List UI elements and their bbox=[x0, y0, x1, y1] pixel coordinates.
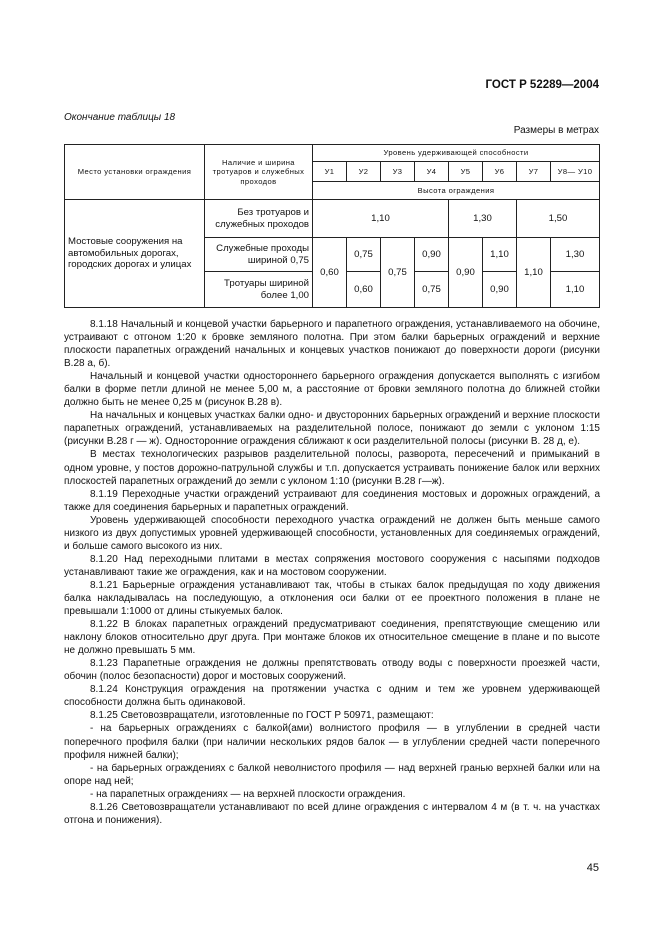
row-label: Без тротуаров и служебных проходов bbox=[205, 200, 313, 238]
value-cell: 0,60 bbox=[347, 272, 381, 308]
header-level: Уровень удерживающей способности bbox=[313, 145, 600, 162]
header-sidewalk: Наличие и ширина тротуаров и служебных проходов bbox=[205, 145, 313, 200]
value-cell: 0,90 bbox=[449, 238, 483, 308]
value-cell: 0,75 bbox=[347, 238, 381, 272]
value-cell: 0,75 bbox=[381, 238, 415, 308]
paragraph: 8.1.21 Барьерные ограждения устанавливают так, чтобы в стыках балок предыдущая по ходу движения балка накладывалась на последующую, а отклонения оси балки от ее проектного положения в плане не превышали 1:1000 от длины стыкуемых балок. bbox=[64, 579, 600, 618]
table-caption: Окончание таблицы 18 bbox=[64, 112, 176, 123]
paragraph: 8.1.23 Парапетные ограждения не должны препятствовать отводу воды с поверхности проезжей части, обочин (полос безопасности) дорог и мостовых сооружений. bbox=[64, 658, 600, 683]
paragraph: 8.1.25 Световозвращатели, изготовленные по ГОСТ Р 50971, размещают: bbox=[90, 710, 434, 722]
paragraph: 8.1.24 Конструкция ограждения на протяжении участка с одним и тем же уровнем удерживающей способности должна быть одинаковой. bbox=[64, 684, 600, 709]
row-label: Служебные проходы шириной 0,75 bbox=[205, 238, 313, 272]
table-18 bbox=[64, 144, 600, 308]
page-number: 45 bbox=[586, 862, 599, 874]
value-cell: 1,30 bbox=[449, 200, 517, 238]
value-cell: 0,90 bbox=[415, 238, 449, 272]
level-u7: У7 bbox=[517, 162, 551, 182]
paragraph: На начальных и концевых участках балки одно- и двусторонних барьерных ограждений и верхние плоскости парапетных ограждений, устанавливаемых на разделительной полосе, понижают до земли с уклоном 1:15 (рисунки В.28 г — ж). Односторонние ограждения сближают к оси разделительной полосы (рисунки В. 28 д, е). bbox=[64, 410, 600, 448]
row-label: Тротуары шириной более 1,00 bbox=[205, 272, 313, 308]
paragraph: 8.1.22 В блоках парапетных ограждений предусматривают соединения, препятствующие смещению или наклону блоков относительно друг друга. При монтаже блоков их относительное смещение в плане и по высоте не должно превышать 5 мм. bbox=[64, 619, 600, 657]
value-cell: 0,60 bbox=[313, 238, 347, 308]
paragraph: - на барьерных ограждениях с балкой неволнистого профиля — над верхней гранью верхней балки или на опоре над ней; bbox=[64, 762, 600, 787]
paragraph: - на барьерных ограждениях с балкой(ами) волнистого профиля — в углублении в средней части поперечного профиля балки (при наличии нескольких рядов балок — в углублении средней части поперечного профиля нижней балки); bbox=[64, 723, 600, 761]
body-text bbox=[64, 318, 600, 827]
level-u1: У1 bbox=[313, 162, 347, 182]
paragraph: 8.1.18 Начальный и концевой участки барьерного и парапетного ограждения, устанавливаемого на обочине, устраивают с отгоном 1:20 к бровке земляного полотна. При этом балки барьерных ограждений и верхние плоскости парапетных ограждений начальных и концевых участков понижают до поверхности дороги (рисунки В.28 а, б). bbox=[64, 319, 600, 370]
paragraph: - на парапетных ограждениях — на верхней плоскости ограждения. bbox=[90, 788, 406, 800]
level-u4: У4 bbox=[415, 162, 449, 182]
value-cell: 1,10 bbox=[313, 200, 449, 238]
level-u3: У3 bbox=[381, 162, 415, 182]
paragraph: Начальный и концевой участки одностороннего барьерного ограждения допускается выполнять с изгибом балки в форме петли длиной не менее 5,00 м, а расстояние от бровки земляного полотна до ближней стойки должно быть не менее 0,25 м (рисунок В.28 в). bbox=[64, 371, 600, 409]
paragraph: В местах технологических разрывов разделительной полосы, разворота, пересечений и примыканий в одном уровне, у постов дорожно-патрульной службы и т.п. допускается устраивать понижение балок или верхних плоскостей парапетных ограждений до земли с уклоном 1:10 (рисунки В.28 г—ж). bbox=[64, 449, 600, 487]
level-u8-u10: У8— У10 bbox=[551, 162, 600, 182]
value-cell: 1,10 bbox=[517, 238, 551, 308]
value-cell: 1,10 bbox=[551, 272, 600, 308]
level-u5: У5 bbox=[449, 162, 483, 182]
header-height: Высота ограждения bbox=[313, 182, 600, 200]
units-note: Размеры в метрах bbox=[513, 125, 599, 136]
value-cell: 1,50 bbox=[517, 200, 600, 238]
value-cell: 1,30 bbox=[551, 238, 600, 272]
value-cell: 1,10 bbox=[483, 238, 517, 272]
paragraph: 8.1.26 Световозвращатели устанавливают по всей длине ограждения с интервалом 4 м (в т. ч. на участках отгона и понижения). bbox=[64, 801, 600, 826]
paragraph: 8.1.19 Переходные участки ограждений устраивают для соединения мостовых и дорожных ограждений, а также для соединения барьерных и парапетных ограждений. bbox=[64, 488, 600, 513]
value-cell: 0,90 bbox=[483, 272, 517, 308]
paragraph: Уровень удерживающей способности переходного участка ограждений не должен быть меньше самого низкого из двух допустимых уровней удерживающей способности, установленных для соединяемых ограждений, и больше самого высокого из них. bbox=[64, 514, 600, 552]
value-cell: 0,75 bbox=[415, 272, 449, 308]
place-cell: Мостовые сооружения на автомобильных дорогах, городских дорогах и улицах bbox=[65, 200, 205, 308]
header-place: Место установки ограждения bbox=[65, 145, 205, 200]
paragraph: 8.1.20 Над переходными плитами в местах сопряжения мостового сооружения с насыпями подходов устанавливают такие же ограждения, как и на мостовом сооружении. bbox=[64, 553, 600, 578]
document-code: ГОСТ Р 52289—2004 bbox=[485, 79, 599, 91]
level-u6: У6 bbox=[483, 162, 517, 182]
level-u2: У2 bbox=[347, 162, 381, 182]
